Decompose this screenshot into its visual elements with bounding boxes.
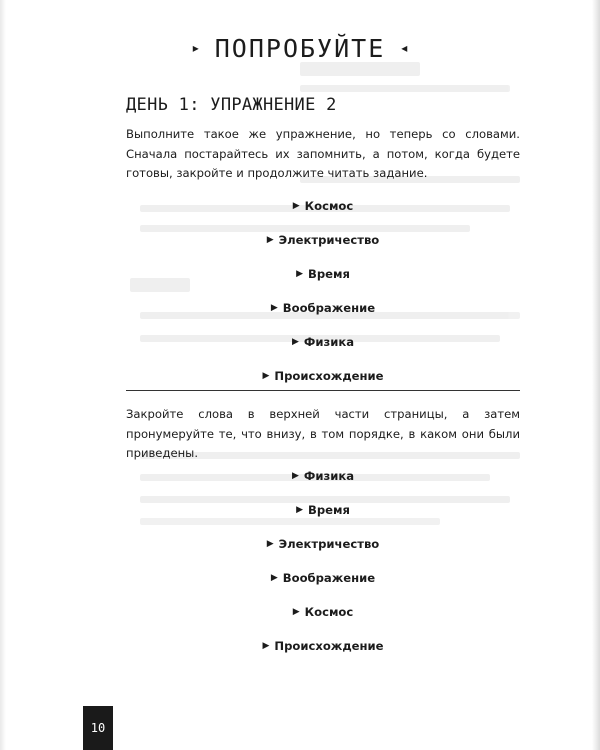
list-item: [126, 527, 520, 561]
title-marker-left-icon: ▸: [192, 40, 199, 55]
instruction-paragraph-2: Закройте слова в верхней части страницы, а затем пронумеруйте те, что внизу, в том порядке, в каком они были приведены.: [126, 407, 520, 460]
word-label: Время: [308, 267, 350, 281]
bullet-icon: ▶: [291, 471, 299, 481]
word-label: Электричество: [278, 233, 380, 247]
bullet-icon: ▶: [291, 337, 299, 347]
page-title-row: [0, 34, 600, 63]
page-edge-shadow-left: [0, 0, 6, 750]
list-item: [126, 189, 520, 223]
page-title: ПОПРОБУЙТЕ: [214, 34, 386, 63]
word-label: Происхождение: [274, 369, 384, 383]
word-label: Происхождение: [274, 639, 384, 653]
word-label: Время: [308, 503, 350, 517]
bullet-icon: ▶: [296, 269, 303, 279]
list-item: [126, 493, 520, 527]
bullet-icon: ▶: [296, 505, 303, 515]
word-label: Воображение: [282, 301, 376, 315]
list-item: [126, 459, 520, 493]
list-item: [126, 595, 520, 629]
page-edge-shadow-right: [592, 0, 600, 750]
bullet-icon: ▶: [266, 539, 274, 549]
original-word-list: [126, 189, 520, 393]
list-item: [126, 223, 520, 257]
section-divider: [126, 390, 520, 391]
list-item: [126, 629, 520, 663]
shuffled-word-list: [126, 459, 520, 663]
list-item: [126, 325, 520, 359]
bullet-icon: ▶: [292, 201, 300, 211]
bullet-icon: ▶: [292, 607, 300, 617]
word-label: Физика: [303, 335, 355, 349]
bullet-icon: ▶: [270, 573, 278, 583]
word-label: Физика: [303, 469, 355, 483]
bullet-icon: ▶: [262, 371, 270, 381]
list-item: [126, 561, 520, 595]
exercise-heading: ДЕНЬ 1: УПРАЖНЕНИЕ 2: [126, 95, 337, 115]
list-item: [126, 257, 520, 291]
list-item: [126, 291, 520, 325]
bullet-icon: ▶: [270, 303, 278, 313]
word-label: Воображение: [282, 571, 376, 585]
bullet-icon: ▶: [266, 235, 274, 245]
page-number: 10: [83, 706, 113, 750]
bullet-icon: ▶: [262, 641, 270, 651]
word-label: Космос: [304, 199, 354, 213]
list-item: [126, 359, 520, 393]
word-label: Электричество: [278, 537, 380, 551]
word-label: Космос: [304, 605, 354, 619]
title-marker-right-icon: ◂: [401, 40, 408, 55]
instruction-paragraph-1: Выполните такое же упражнение, но теперь со словами. Сначала постарайтесь их запомнить, а потом, когда будете готовы, закройте и продолжите читать задание.: [126, 127, 520, 180]
